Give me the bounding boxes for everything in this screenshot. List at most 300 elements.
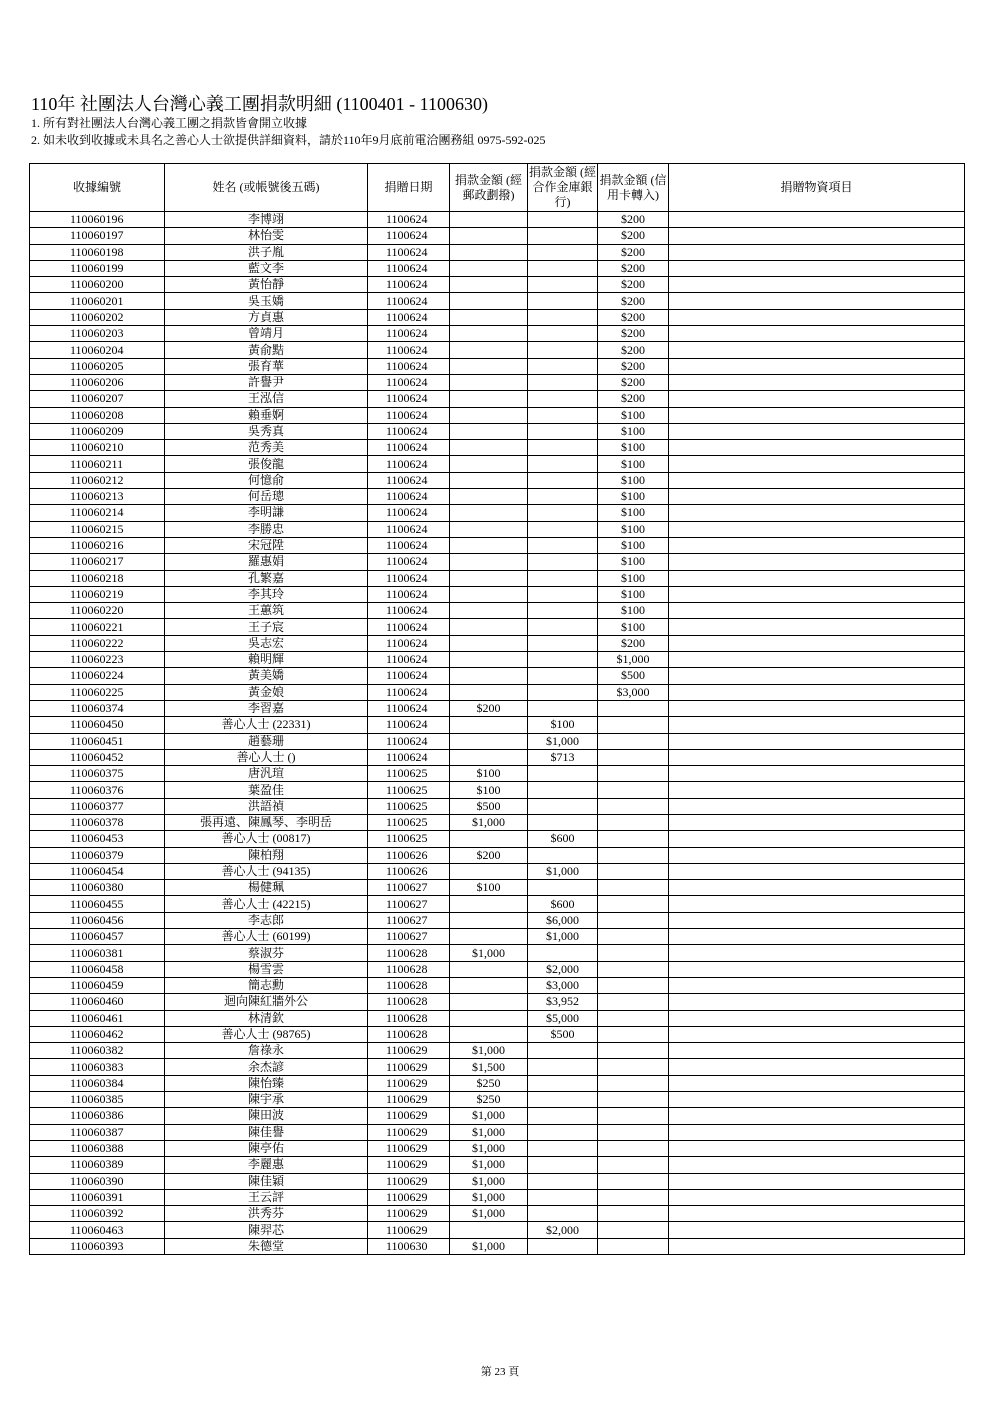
cell-amount-card: $100 xyxy=(598,619,669,635)
cell-receipt-no: 110060206 xyxy=(30,374,165,390)
cell-amount-bank xyxy=(528,1157,598,1173)
table-row xyxy=(30,831,965,847)
cell-receipt-no: 110060453 xyxy=(30,831,165,847)
cell-amount-bank xyxy=(528,440,598,456)
cell-goods xyxy=(669,603,965,619)
cell-amount-card xyxy=(598,1189,669,1205)
cell-date: 1100624 xyxy=(368,489,450,505)
cell-amount-card: $100 xyxy=(598,603,669,619)
cell-amount-card: $3,000 xyxy=(598,684,669,700)
cell-amount-card: $1,000 xyxy=(598,652,669,668)
table-row xyxy=(30,603,965,619)
cell-amount-bank xyxy=(528,358,598,374)
cell-date: 1100624 xyxy=(368,407,450,423)
cell-date: 1100624 xyxy=(368,342,450,358)
table-row xyxy=(30,1092,965,1108)
cell-name: 洪語禎 xyxy=(165,798,368,814)
cell-amount-card xyxy=(598,929,669,945)
table-row xyxy=(30,1026,965,1042)
cell-goods xyxy=(669,456,965,472)
table-row xyxy=(30,505,965,521)
cell-receipt-no: 110060393 xyxy=(30,1238,165,1254)
cell-goods xyxy=(669,619,965,635)
cell-date: 1100624 xyxy=(368,326,450,342)
cell-receipt-no: 110060221 xyxy=(30,619,165,635)
cell-name: 黃怡靜 xyxy=(165,277,368,293)
cell-name: 葉盈佳 xyxy=(165,782,368,798)
cell-receipt-no: 110060462 xyxy=(30,1026,165,1042)
cell-amount-bank xyxy=(528,668,598,684)
table-row xyxy=(30,358,965,374)
cell-date: 1100629 xyxy=(368,1189,450,1205)
cell-date: 1100624 xyxy=(368,733,450,749)
cell-receipt-no: 110060461 xyxy=(30,1010,165,1026)
table-row xyxy=(30,309,965,325)
cell-amount-card xyxy=(598,863,669,879)
cell-date: 1100625 xyxy=(368,782,450,798)
cell-receipt-no: 110060380 xyxy=(30,880,165,896)
cell-amount-card: $200 xyxy=(598,374,669,390)
table-row xyxy=(30,374,965,390)
cell-amount-postal: $500 xyxy=(450,798,528,814)
cell-goods xyxy=(669,1140,965,1156)
cell-goods xyxy=(669,1238,965,1254)
table-row xyxy=(30,1189,965,1205)
note-receipt: 1. 所有對社團法人台灣心義工團之捐款皆會開立收據 xyxy=(31,116,308,130)
table-row xyxy=(30,342,965,358)
cell-date: 1100626 xyxy=(368,863,450,879)
cell-goods xyxy=(669,1026,965,1042)
header-date: 捐贈日期 xyxy=(368,164,450,212)
cell-name: 唐汎瑄 xyxy=(165,766,368,782)
cell-amount-postal xyxy=(450,994,528,1010)
cell-amount-postal xyxy=(450,1222,528,1238)
cell-amount-postal: $1,000 xyxy=(450,814,528,830)
cell-date: 1100624 xyxy=(368,423,450,439)
cell-name: 蔡淑芬 xyxy=(165,945,368,961)
cell-name: 陳佳譽 xyxy=(165,1124,368,1140)
cell-name: 李麗惠 xyxy=(165,1157,368,1173)
cell-amount-bank xyxy=(528,619,598,635)
cell-date: 1100628 xyxy=(368,977,450,993)
cell-amount-card: $200 xyxy=(598,244,669,260)
cell-receipt-no: 110060375 xyxy=(30,766,165,782)
cell-receipt-no: 110060204 xyxy=(30,342,165,358)
cell-amount-bank: $1,000 xyxy=(528,733,598,749)
cell-amount-bank xyxy=(528,782,598,798)
cell-name: 楊雪雲 xyxy=(165,961,368,977)
cell-amount-postal xyxy=(450,293,528,309)
cell-date: 1100624 xyxy=(368,684,450,700)
cell-amount-bank: $713 xyxy=(528,749,598,765)
cell-amount-postal xyxy=(450,244,528,260)
table-row xyxy=(30,668,965,684)
cell-amount-postal xyxy=(450,684,528,700)
cell-date: 1100625 xyxy=(368,831,450,847)
cell-amount-bank xyxy=(528,554,598,570)
cell-goods xyxy=(669,1124,965,1140)
cell-amount-bank xyxy=(528,212,598,228)
cell-amount-postal xyxy=(450,912,528,928)
cell-amount-card xyxy=(598,945,669,961)
cell-goods xyxy=(669,929,965,945)
table-row xyxy=(30,635,965,651)
cell-amount-postal xyxy=(450,326,528,342)
cell-amount-card xyxy=(598,1173,669,1189)
cell-amount-postal: $200 xyxy=(450,847,528,863)
table-row xyxy=(30,619,965,635)
cell-name: 善心人士 (22331) xyxy=(165,717,368,733)
cell-goods xyxy=(669,684,965,700)
cell-amount-postal xyxy=(450,1026,528,1042)
cell-amount-postal: $1,000 xyxy=(450,1238,528,1254)
table-row xyxy=(30,782,965,798)
header-amount-bank: 捐款金額 (經合作金庫銀行) xyxy=(528,164,598,212)
cell-receipt-no: 110060382 xyxy=(30,1043,165,1059)
cell-date: 1100629 xyxy=(368,1222,450,1238)
cell-amount-bank xyxy=(528,1059,598,1075)
cell-goods xyxy=(669,733,965,749)
cell-goods xyxy=(669,440,965,456)
cell-name: 賴垂婀 xyxy=(165,407,368,423)
cell-receipt-no: 110060211 xyxy=(30,456,165,472)
table-row xyxy=(30,977,965,993)
cell-name: 王泓信 xyxy=(165,391,368,407)
cell-amount-postal xyxy=(450,717,528,733)
cell-receipt-no: 110060201 xyxy=(30,293,165,309)
cell-goods xyxy=(669,847,965,863)
cell-amount-bank: $1,000 xyxy=(528,863,598,879)
header-amount-postal: 捐款金額 (經郵政劃撥) xyxy=(450,164,528,212)
cell-amount-postal xyxy=(450,603,528,619)
cell-goods xyxy=(669,1075,965,1091)
cell-receipt-no: 110060378 xyxy=(30,814,165,830)
cell-date: 1100628 xyxy=(368,994,450,1010)
cell-amount-card: $100 xyxy=(598,586,669,602)
cell-amount-bank xyxy=(528,766,598,782)
cell-name: 善心人士 () xyxy=(165,749,368,765)
cell-receipt-no: 110060392 xyxy=(30,1206,165,1222)
cell-name: 洪子胤 xyxy=(165,244,368,260)
cell-name: 迴向陳紅牆外公 xyxy=(165,994,368,1010)
cell-goods xyxy=(669,1043,965,1059)
table-row xyxy=(30,537,965,553)
cell-name: 曾靖月 xyxy=(165,326,368,342)
cell-name: 藍文李 xyxy=(165,260,368,276)
header-name: 姓名 (或帳號後五碼) xyxy=(165,164,368,212)
cell-name: 張俊龍 xyxy=(165,456,368,472)
cell-amount-postal xyxy=(450,1010,528,1026)
cell-date: 1100628 xyxy=(368,1010,450,1026)
cell-amount-bank xyxy=(528,342,598,358)
cell-amount-bank xyxy=(528,277,598,293)
cell-goods xyxy=(669,635,965,651)
cell-amount-bank: $600 xyxy=(528,831,598,847)
cell-amount-card xyxy=(598,977,669,993)
table-row xyxy=(30,766,965,782)
cell-amount-bank xyxy=(528,635,598,651)
cell-goods xyxy=(669,537,965,553)
cell-goods xyxy=(669,1157,965,1173)
cell-receipt-no: 110060197 xyxy=(30,228,165,244)
cell-receipt-no: 110060390 xyxy=(30,1173,165,1189)
cell-receipt-no: 110060222 xyxy=(30,635,165,651)
cell-amount-bank xyxy=(528,1173,598,1189)
table-row xyxy=(30,212,965,228)
cell-name: 趙藝珊 xyxy=(165,733,368,749)
cell-amount-card: $100 xyxy=(598,570,669,586)
cell-name: 何憶俞 xyxy=(165,472,368,488)
table-row xyxy=(30,1043,965,1059)
cell-name: 善心人士 (98765) xyxy=(165,1026,368,1042)
cell-amount-postal xyxy=(450,489,528,505)
cell-receipt-no: 110060389 xyxy=(30,1157,165,1173)
table-row xyxy=(30,733,965,749)
cell-receipt-no: 110060220 xyxy=(30,603,165,619)
cell-date: 1100629 xyxy=(368,1075,450,1091)
cell-date: 1100624 xyxy=(368,586,450,602)
cell-receipt-no: 110060202 xyxy=(30,309,165,325)
cell-amount-card xyxy=(598,1140,669,1156)
table-row xyxy=(30,847,965,863)
cell-goods xyxy=(669,1222,965,1238)
cell-amount-card xyxy=(598,912,669,928)
cell-name: 王云評 xyxy=(165,1189,368,1205)
table-header-row xyxy=(30,164,965,212)
cell-amount-postal xyxy=(450,570,528,586)
cell-receipt-no: 110060215 xyxy=(30,521,165,537)
cell-goods xyxy=(669,977,965,993)
cell-name: 陳柏翔 xyxy=(165,847,368,863)
cell-amount-card: $500 xyxy=(598,668,669,684)
cell-receipt-no: 110060199 xyxy=(30,260,165,276)
cell-amount-bank xyxy=(528,814,598,830)
cell-receipt-no: 110060376 xyxy=(30,782,165,798)
cell-amount-card: $200 xyxy=(598,342,669,358)
cell-amount-card xyxy=(598,1092,669,1108)
table-row xyxy=(30,1206,965,1222)
cell-amount-card xyxy=(598,1010,669,1026)
note-contact: 2. 如未收到收據或未具名之善心人士欲提供詳細資料，請於110年9月底前電洽團務組 0975-592-025 xyxy=(31,133,546,147)
cell-amount-card: $100 xyxy=(598,554,669,570)
cell-date: 1100629 xyxy=(368,1092,450,1108)
cell-date: 1100627 xyxy=(368,912,450,928)
cell-goods xyxy=(669,309,965,325)
cell-amount-bank xyxy=(528,652,598,668)
table-row xyxy=(30,700,965,716)
cell-receipt-no: 110060455 xyxy=(30,896,165,912)
cell-amount-card: $200 xyxy=(598,228,669,244)
cell-goods xyxy=(669,1173,965,1189)
cell-receipt-no: 110060459 xyxy=(30,977,165,993)
table-row xyxy=(30,1140,965,1156)
cell-goods xyxy=(669,554,965,570)
table-row xyxy=(30,1010,965,1026)
cell-amount-card: $200 xyxy=(598,309,669,325)
cell-amount-bank xyxy=(528,945,598,961)
cell-date: 1100624 xyxy=(368,212,450,228)
cell-name: 善心人士 (42215) xyxy=(165,896,368,912)
cell-name: 黃美嬌 xyxy=(165,668,368,684)
cell-amount-card: $200 xyxy=(598,326,669,342)
cell-receipt-no: 110060203 xyxy=(30,326,165,342)
cell-amount-card: $100 xyxy=(598,407,669,423)
table-row xyxy=(30,896,965,912)
cell-date: 1100624 xyxy=(368,635,450,651)
cell-receipt-no: 110060207 xyxy=(30,391,165,407)
cell-name: 李志郎 xyxy=(165,912,368,928)
cell-goods xyxy=(669,407,965,423)
table-row xyxy=(30,749,965,765)
cell-date: 1100624 xyxy=(368,374,450,390)
cell-date: 1100624 xyxy=(368,537,450,553)
table-row xyxy=(30,652,965,668)
cell-amount-card xyxy=(598,1222,669,1238)
cell-amount-postal xyxy=(450,863,528,879)
cell-amount-card xyxy=(598,1059,669,1075)
cell-date: 1100624 xyxy=(368,456,450,472)
cell-goods xyxy=(669,782,965,798)
cell-amount-bank xyxy=(528,684,598,700)
cell-name: 方貞惠 xyxy=(165,309,368,325)
cell-amount-bank: $500 xyxy=(528,1026,598,1042)
cell-date: 1100628 xyxy=(368,1026,450,1042)
cell-name: 宋冠陞 xyxy=(165,537,368,553)
cell-goods xyxy=(669,945,965,961)
cell-goods xyxy=(669,1108,965,1124)
cell-receipt-no: 110060385 xyxy=(30,1092,165,1108)
cell-receipt-no: 110060205 xyxy=(30,358,165,374)
cell-name: 賴明輝 xyxy=(165,652,368,668)
cell-goods xyxy=(669,342,965,358)
cell-amount-card xyxy=(598,880,669,896)
table-row xyxy=(30,440,965,456)
table-row xyxy=(30,570,965,586)
cell-date: 1100624 xyxy=(368,603,450,619)
cell-amount-card xyxy=(598,749,669,765)
cell-amount-postal xyxy=(450,831,528,847)
cell-name: 吳秀真 xyxy=(165,423,368,439)
cell-amount-postal xyxy=(450,749,528,765)
cell-goods xyxy=(669,391,965,407)
cell-goods xyxy=(669,814,965,830)
cell-amount-bank xyxy=(528,309,598,325)
cell-name: 林怡雯 xyxy=(165,228,368,244)
cell-amount-card: $100 xyxy=(598,440,669,456)
table-row xyxy=(30,586,965,602)
table-row xyxy=(30,912,965,928)
cell-amount-bank: $1,000 xyxy=(528,929,598,945)
cell-amount-postal xyxy=(450,505,528,521)
cell-amount-postal xyxy=(450,456,528,472)
cell-date: 1100629 xyxy=(368,1157,450,1173)
cell-name: 善心人士 (00817) xyxy=(165,831,368,847)
cell-amount-bank xyxy=(528,847,598,863)
cell-amount-postal: $1,000 xyxy=(450,1108,528,1124)
cell-amount-card: $100 xyxy=(598,456,669,472)
cell-date: 1100627 xyxy=(368,880,450,896)
cell-amount-card xyxy=(598,1075,669,1091)
cell-amount-postal xyxy=(450,374,528,390)
cell-date: 1100624 xyxy=(368,717,450,733)
cell-amount-card xyxy=(598,733,669,749)
cell-amount-postal xyxy=(450,929,528,945)
cell-amount-card xyxy=(598,1043,669,1059)
cell-amount-postal: $250 xyxy=(450,1075,528,1091)
cell-name: 善心人士 (94135) xyxy=(165,863,368,879)
cell-goods xyxy=(669,798,965,814)
cell-name: 范秀美 xyxy=(165,440,368,456)
cell-amount-card xyxy=(598,994,669,1010)
cell-amount-bank xyxy=(528,374,598,390)
cell-amount-bank xyxy=(528,1092,598,1108)
cell-goods xyxy=(669,489,965,505)
cell-name: 陳羿芯 xyxy=(165,1222,368,1238)
cell-name: 陳佳穎 xyxy=(165,1173,368,1189)
cell-receipt-no: 110060387 xyxy=(30,1124,165,1140)
cell-date: 1100627 xyxy=(368,896,450,912)
cell-name: 陳田波 xyxy=(165,1108,368,1124)
cell-amount-bank xyxy=(528,456,598,472)
cell-receipt-no: 110060381 xyxy=(30,945,165,961)
table-row xyxy=(30,814,965,830)
cell-amount-postal: $1,000 xyxy=(450,945,528,961)
cell-amount-card xyxy=(598,1108,669,1124)
cell-amount-card: $100 xyxy=(598,521,669,537)
cell-goods xyxy=(669,505,965,521)
cell-name: 吳志宏 xyxy=(165,635,368,651)
cell-goods xyxy=(669,212,965,228)
table-row xyxy=(30,994,965,1010)
cell-date: 1100624 xyxy=(368,668,450,684)
cell-name: 李其玲 xyxy=(165,586,368,602)
cell-amount-card: $200 xyxy=(598,391,669,407)
cell-amount-bank xyxy=(528,260,598,276)
cell-amount-card xyxy=(598,782,669,798)
cell-goods xyxy=(669,423,965,439)
donation-table xyxy=(29,163,965,1255)
cell-goods xyxy=(669,652,965,668)
cell-name: 陳亭佑 xyxy=(165,1140,368,1156)
cell-receipt-no: 110060213 xyxy=(30,489,165,505)
cell-amount-postal xyxy=(450,212,528,228)
page-number: 第 23 頁 xyxy=(480,1366,520,1378)
header-amount-card: 捐款金額 (信用卡轉入) xyxy=(598,164,669,212)
cell-amount-postal xyxy=(450,896,528,912)
cell-name: 李博翊 xyxy=(165,212,368,228)
cell-goods xyxy=(669,293,965,309)
cell-amount-card: $100 xyxy=(598,489,669,505)
cell-amount-bank: $5,000 xyxy=(528,1010,598,1026)
cell-receipt-no: 110060452 xyxy=(30,749,165,765)
cell-amount-postal xyxy=(450,407,528,423)
cell-amount-bank xyxy=(528,1206,598,1222)
cell-amount-card: $100 xyxy=(598,537,669,553)
cell-amount-postal: $1,000 xyxy=(450,1140,528,1156)
table-row xyxy=(30,798,965,814)
cell-date: 1100624 xyxy=(368,293,450,309)
cell-amount-postal: $1,000 xyxy=(450,1043,528,1059)
table-row xyxy=(30,456,965,472)
header-receipt-no: 收據編號 xyxy=(30,164,165,212)
cell-receipt-no: 110060388 xyxy=(30,1140,165,1156)
cell-goods xyxy=(669,668,965,684)
cell-receipt-no: 110060463 xyxy=(30,1222,165,1238)
cell-date: 1100624 xyxy=(368,358,450,374)
table-row xyxy=(30,489,965,505)
cell-amount-postal xyxy=(450,668,528,684)
cell-amount-bank xyxy=(528,407,598,423)
